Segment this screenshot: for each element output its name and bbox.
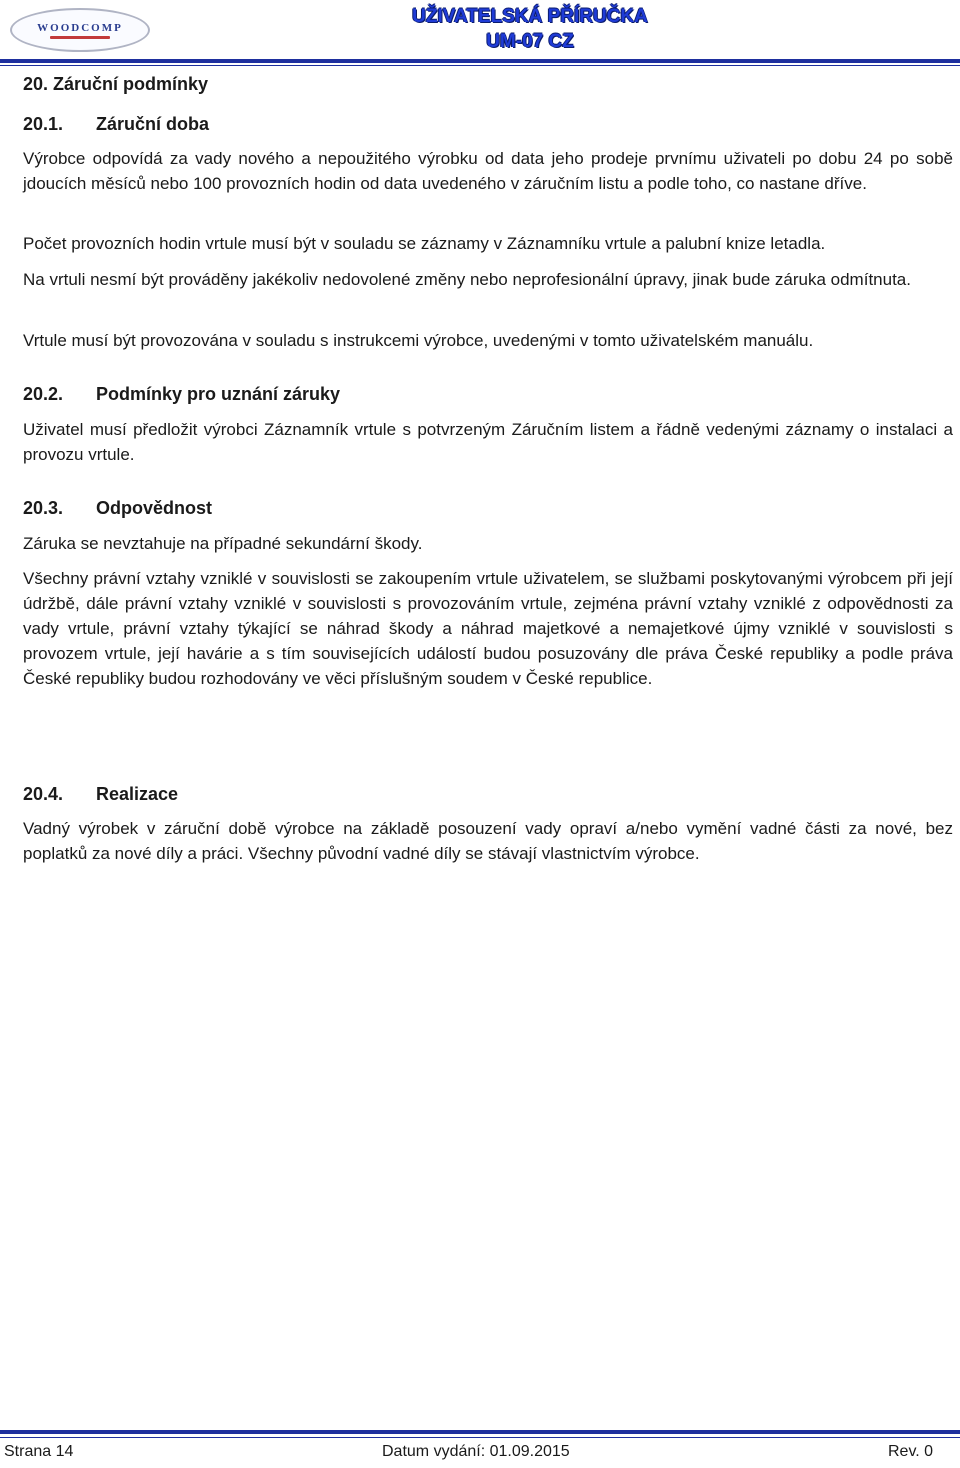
- subsection-heading: [23, 114, 209, 135]
- woodcomp-logo: [10, 8, 150, 52]
- paragraph: Všechny právní vztahy vzniklé v souvislosti se zakoupením vrtule uživatelem, se službami poskytovanými výrobcem při její údržbě, dále právní vztahy vzniklé v souvislosti s provozováním vrtule, zejména právní vztahy vzniklé z odpovědnosti za vady vrtule, právní vztahy týkající se náhrad škody a náhrad majetkové a nemajetkové újmy vzniklé v souvislosti s provozem vrtule, její havárie a s tím souvisejících událostí budou posuzovány dle práva České republiky a podle práva České republiky budou rozhodovány ve věci příslušným soudem v České republice.: [23, 569, 953, 688]
- subsection-number: 20.3.: [23, 498, 64, 518]
- footer-rule-thin: [0, 1437, 960, 1438]
- manual-title: UŽIVATELSKÁ PŘÍRUČKA: [412, 6, 648, 27]
- logo-stripe: [50, 36, 110, 39]
- subsection-number: 20.2.: [23, 384, 64, 404]
- revision: Rev. 0: [888, 1443, 934, 1460]
- subsection-title: Odpovědnost: [96, 498, 212, 518]
- subsection-number: 20.4.: [23, 784, 64, 804]
- subsection-heading: [23, 784, 178, 805]
- paragraph: Vrtule musí být provozována v souladu s instrukcemi výrobce, uvedenými v tomto uživatelském manuálu.: [23, 331, 814, 350]
- subsection-title: Realizace: [96, 784, 179, 804]
- subsection-heading: [23, 384, 340, 405]
- paragraph: Na vrtuli nesmí být prováděny jakékoliv nedovolené změny nebo neprofesionální úpravy, jinak bude záruka odmítnuta.: [23, 270, 911, 289]
- issue-date: Datum vydání: 01.09.2015: [382, 1443, 570, 1460]
- page-number: Strana 14: [4, 1443, 74, 1460]
- footer-rule-thick: [0, 1430, 960, 1434]
- header-rule-thin: [0, 65, 960, 66]
- subsection-title: Podmínky pro uznání záruky: [96, 384, 341, 404]
- section-heading: 20. Záruční podmínky: [23, 74, 209, 94]
- subsection-number: 20.1.: [23, 114, 64, 134]
- paragraph: Výrobce odpovídá za vady nového a nepoužitého výrobku od data jeho prodeje prvnímu uživateli po dobu 24 po sobě jdoucích měsíců nebo 100 provozních hodin od data uvedeného v záručním listu a podle toho, co nastane dříve.: [23, 149, 953, 193]
- logo-text: WOODCOMP: [37, 21, 123, 34]
- header-rule-thick: [0, 59, 960, 63]
- page-header: [0, 0, 960, 66]
- subsection-heading: [23, 498, 212, 519]
- paragraph: Počet provozních hodin vrtule musí být v souladu se záznamy v Záznamníku vrtule a palubní knize letadla.: [23, 234, 826, 253]
- paragraph: Vadný výrobek v záruční době výrobce na základě posouzení vady opraví a/nebo vymění vadné části za nové, bez poplatků za nové díly a práci. Všechny původní vadné díly se stávají vlastnictvím výrobce.: [23, 819, 953, 863]
- paragraph: Uživatel musí předložit výrobci Záznamník vrtule s potvrzeným Záručním listem a řádně vedenými záznamy o instalaci a provozu vrtule.: [23, 420, 953, 464]
- subsection-title: Záruční doba: [96, 114, 210, 134]
- manual-code: UM-07 CZ: [486, 31, 574, 52]
- paragraph: Záruka se nevztahuje na případné sekundární škody.: [23, 534, 423, 553]
